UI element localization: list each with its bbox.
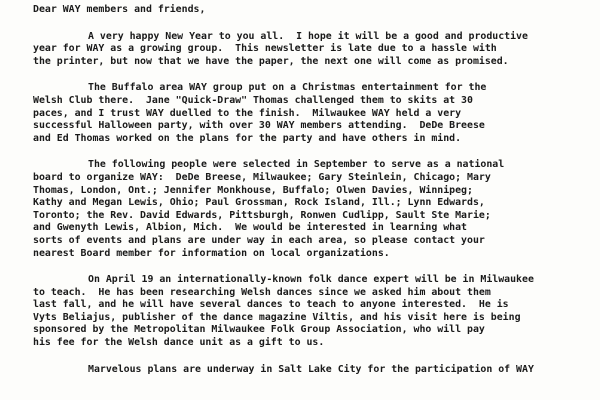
paragraph-line: nearest Board member for information on local organizations.: [33, 247, 390, 259]
paragraph-line: Thomas, London, Ont.; Jennifer Monkhouse, Buffalo; Olwen Davies, Winnipeg;: [33, 184, 473, 196]
salutation: Dear WAY members and friends,: [33, 4, 206, 15]
letter-body: [33, 4, 578, 376]
paragraph-line: Kathy and Megan Lewis, Ohio; Paul Grossman, Rock Island, Ill.; Lynn Edwards,: [33, 197, 485, 209]
paragraph-line: Vyts Beliajus, publisher of the dance magazine Viltis, and his visit here is being: [33, 311, 521, 323]
paragraph-new-year: [33, 31, 578, 69]
paragraph-salt-lake: [33, 364, 578, 377]
paragraph-line: year for WAY as a growing group. This newsletter is late due to a hassle with: [33, 43, 497, 55]
paragraph-line: The following people were selected in September to serve as a national: [88, 159, 505, 171]
paragraph-line: the printer, but now that we have the paper, the next one will come as promised.: [33, 55, 509, 67]
paragraph-line: A very happy New Year to you all. I hope it will be a good and productive: [88, 30, 528, 42]
paragraph-line: his fee for the Welsh dance unit as a gift to us.: [33, 337, 325, 349]
paragraph-line: and Gwenyth Lewis, Albion, Mich. We would be interested in learning what: [33, 222, 468, 234]
paragraph-folk-dance: [33, 274, 578, 350]
paragraph-line: and Ed Thomas worked on the plans for the party and have others in mind.: [33, 132, 462, 144]
paragraph-line: The Buffalo area WAY group put on a Christmas entertainment for the: [88, 82, 487, 94]
paragraph-line: On April 19 an internationally-known folk dance expert will be in Milwaukee: [88, 274, 534, 286]
paragraph-line: board to organize WAY: DeDe Breese, Milwaukee; Gary Steinlein, Chicago; Mary: [33, 171, 491, 183]
paragraph-line: sponsored by the Metropolitan Milwaukee Folk Group Association, who will pay: [33, 324, 485, 336]
paragraph-line: last fall, and he will have several dances to teach to anyone interested. He is: [33, 299, 509, 311]
paragraph-line: successful Halloween party, with over 30 WAY members attending. DeDe Breese: [33, 120, 485, 132]
paragraph-line: Welsh Club there. Jane "Quick-Draw" Thomas challenged them to skits at 30: [33, 94, 473, 106]
paragraph-buffalo: [33, 82, 578, 145]
paragraph-board: [33, 159, 578, 260]
paragraph-line: paces, and I trust WAY duelled to the finish. Milwaukee WAY held a very: [33, 107, 462, 119]
paragraph-line: Toronto; the Rev. David Edwards, Pittsburgh, Ronwen Cudlipp, Sault Ste Marie;: [33, 209, 491, 221]
paragraph-line: sorts of events and plans are under way in each area, so please contact your: [33, 234, 485, 246]
paragraph-line: Marvelous plans are underway in Salt Lake City for the participation of WAY: [88, 363, 534, 375]
paragraph-line: to teach. He has been researching Welsh dances since we asked him about them: [33, 286, 491, 298]
